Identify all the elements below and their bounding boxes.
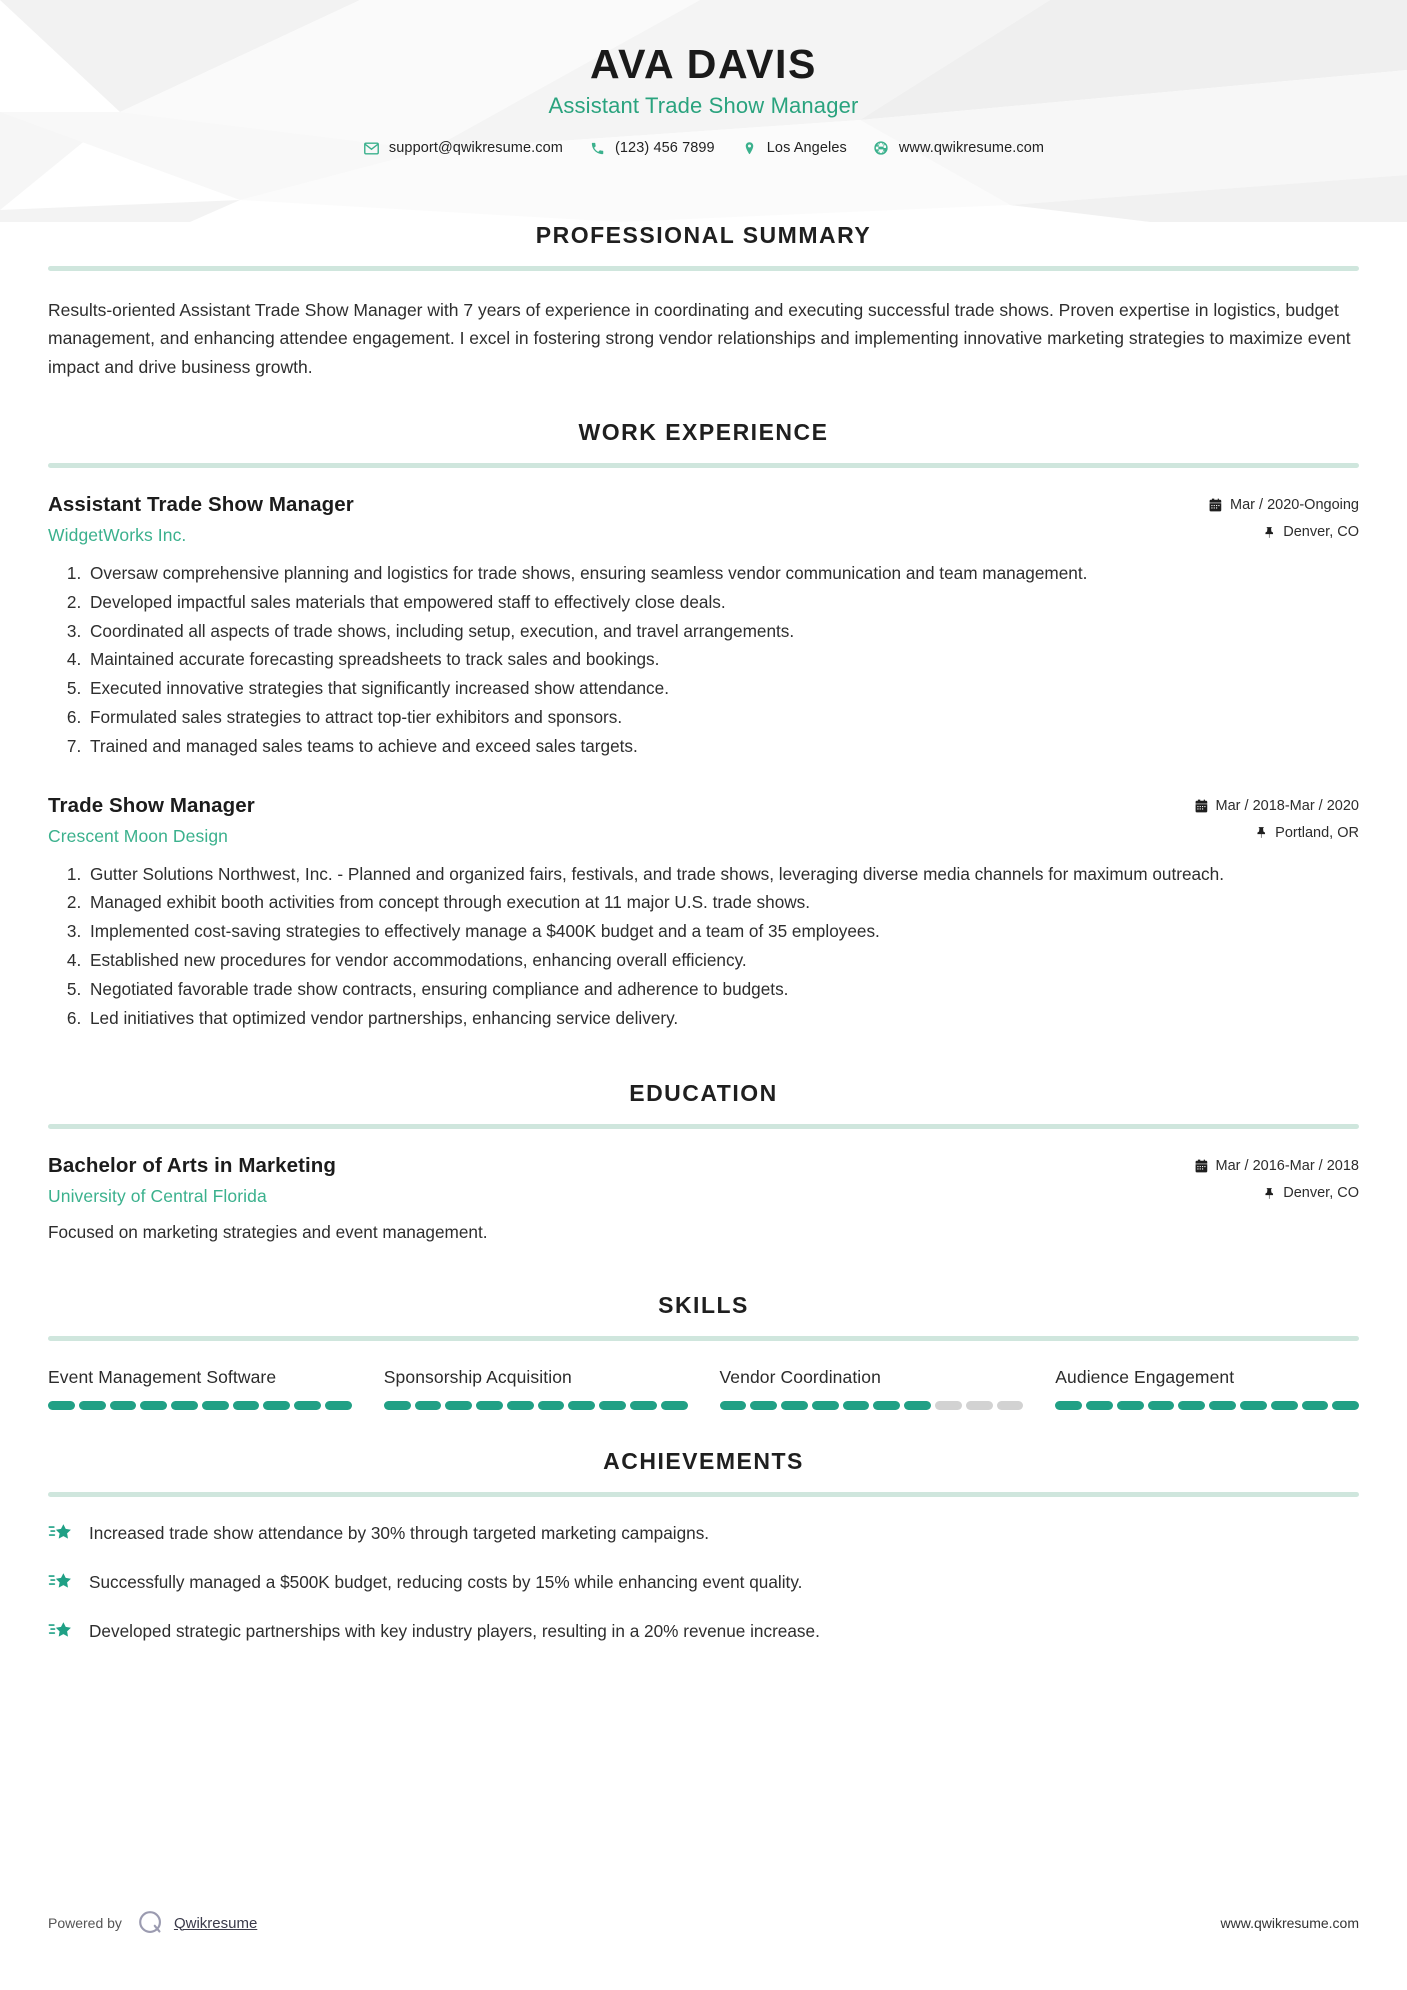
skill-segment	[599, 1401, 626, 1410]
skill-segment	[202, 1401, 229, 1410]
email-icon	[363, 140, 380, 157]
pushpin-icon	[1262, 525, 1276, 539]
work-entry	[48, 794, 1359, 1032]
section-education	[48, 1080, 1359, 1246]
achievement-text: Successfully managed a $500K budget, reducing costs by 15% while enhancing event quality.	[89, 1572, 803, 1593]
skill-label: Vendor Coordination	[719, 1367, 881, 1388]
section-divider	[48, 463, 1359, 468]
achievement-text: Increased trade show attendance by 30% through targeted marketing campaigns.	[89, 1523, 710, 1544]
list-item: 3. Implemented cost-saving strategies to effectively manage a $400K budget and a team of 35 employees.	[86, 919, 1359, 945]
skill-segment	[1086, 1401, 1113, 1410]
achievement-item	[48, 1521, 1359, 1546]
education-date	[1195, 1158, 1359, 1174]
section-heading-skills: SKILLS	[658, 1292, 749, 1319]
education-entry-header	[48, 1154, 1359, 1207]
contact-phone-text: (123) 456 7899	[614, 140, 715, 157]
section-divider	[48, 1336, 1359, 1341]
skill-rating-bar	[720, 1401, 1024, 1410]
skill-segment	[843, 1401, 870, 1410]
skill-segment	[48, 1401, 75, 1410]
section-professional-summary	[48, 222, 1359, 381]
contact-location	[741, 140, 847, 157]
footer-branding	[48, 1908, 257, 1938]
list-item: 2. Developed impactful sales materials that empowered staff to effectively close deals.	[86, 590, 1359, 616]
work-entry-date-text: Mar / 2020-Ongoing	[1230, 497, 1359, 514]
list-item: 1. Gutter Solutions Northwest, Inc. - Planned and organized fairs, festivals, and trade shows, leveraging diverse media channels for maximum outreach.	[86, 862, 1359, 888]
section-divider	[48, 1124, 1359, 1129]
skill-segment	[415, 1401, 442, 1410]
list-item: 4. Established new procedures for vendor accommodations, enhancing overall efficiency.	[86, 948, 1359, 974]
list-item: 4. Maintained accurate forecasting spreadsheets to track sales and bookings.	[86, 647, 1359, 673]
list-item: 7. Trained and managed sales teams to achieve and exceed sales targets.	[86, 734, 1359, 760]
skill-segment	[904, 1401, 931, 1410]
section-work-experience	[48, 419, 1359, 1031]
phone-icon	[589, 140, 606, 157]
skill-item	[384, 1367, 688, 1410]
skill-item	[1055, 1367, 1359, 1410]
achievement-text: Developed strategic partnerships with key industry players, resulting in a 20% revenue increase.	[89, 1621, 820, 1642]
work-entry-company: Crescent Moon Design	[48, 825, 228, 846]
pushpin-icon	[1262, 1186, 1276, 1200]
achievement-item	[48, 1570, 1359, 1595]
section-heading-work: WORK EXPERIENCE	[578, 419, 829, 446]
skill-segment	[935, 1401, 962, 1410]
skill-segment	[630, 1401, 657, 1410]
shooting-star-icon	[48, 1617, 74, 1643]
education-institution: University of Central Florida	[48, 1186, 267, 1207]
education-date-text: Mar / 2016-Mar / 2018	[1215, 1158, 1359, 1175]
section-heading-achievements: ACHIEVEMENTS	[603, 1448, 804, 1475]
section-divider	[48, 266, 1359, 271]
skill-rating-bar	[384, 1401, 688, 1410]
work-entry-company: WidgetWorks Inc.	[48, 525, 187, 546]
resume-header	[0, 0, 1407, 222]
skill-segment	[1240, 1401, 1267, 1410]
section-achievements	[48, 1448, 1359, 1644]
skill-segment	[110, 1401, 137, 1410]
section-heading-summary: PROFESSIONAL SUMMARY	[535, 222, 872, 248]
list-item: 6. Formulated sales strategies to attract top-tier exhibitors and sponsors.	[86, 705, 1359, 731]
skills-grid	[48, 1367, 1359, 1410]
skill-segment	[568, 1401, 595, 1410]
list-item: 2. Managed exhibit booth activities from concept through execution at 11 major U.S. trade shows.	[86, 890, 1359, 916]
skill-segment	[79, 1401, 106, 1410]
contact-email[interactable]	[363, 140, 563, 157]
work-entry-date	[1209, 497, 1359, 513]
skill-segment	[294, 1401, 321, 1410]
page-footer	[48, 1908, 1359, 1938]
skill-segment	[1055, 1401, 1082, 1410]
page-title: AVA DAVIS	[589, 41, 817, 87]
skill-segment	[507, 1401, 534, 1410]
globe-icon	[873, 140, 890, 157]
skill-segment	[171, 1401, 198, 1410]
skill-segment	[1117, 1401, 1144, 1410]
skill-segment	[781, 1401, 808, 1410]
list-item: 5. Negotiated favorable trade show contracts, ensuring compliance and adherence to budgets.	[86, 977, 1359, 1003]
skill-segment	[966, 1401, 993, 1410]
skill-segment	[1302, 1401, 1329, 1410]
work-entry-location	[1195, 825, 1359, 841]
list-item: 6. Led initiatives that optimized vendor partnerships, enhancing service delivery.	[86, 1006, 1359, 1032]
work-entry-header	[48, 493, 1359, 546]
pushpin-icon	[1254, 826, 1268, 840]
work-entry-date	[1195, 798, 1359, 814]
footer-brand-link[interactable]: Qwikresume	[173, 1914, 258, 1932]
work-entry-bullets	[48, 561, 1359, 760]
summary-text: Results-oriented Assistant Trade Show Manager with 7 years of experience in coordinating and executing successful trade shows. Proven expertise in logistics, budget management, and enhancing attendee engagement. I excel in fostering strong vendor relationships and implementing innovative marketing strategies to maximize event impact and drive business growth.	[48, 300, 1351, 377]
skill-segment	[325, 1401, 352, 1410]
skill-segment	[140, 1401, 167, 1410]
job-title-subtitle: Assistant Trade Show Manager	[548, 92, 859, 118]
skill-label: Audience Engagement	[1055, 1367, 1235, 1388]
calendar-icon	[1209, 498, 1223, 512]
footer-powered-by-label: Powered by	[48, 1915, 122, 1931]
skill-segment	[997, 1401, 1024, 1410]
achievement-item	[48, 1619, 1359, 1644]
contact-website[interactable]	[873, 140, 1044, 157]
skill-segment	[384, 1401, 411, 1410]
section-heading-education: EDUCATION	[629, 1080, 778, 1107]
footer-website: www.qwikresume.com	[1220, 1915, 1359, 1931]
contact-email-text: support@qwikresume.com	[388, 140, 563, 157]
education-degree: Bachelor of Arts in Marketing	[48, 1154, 337, 1178]
skill-segment	[233, 1401, 260, 1410]
skill-rating-bar	[1055, 1401, 1359, 1410]
skill-segment	[1332, 1401, 1359, 1410]
shooting-star-icon	[48, 1519, 74, 1545]
shooting-star-icon	[48, 1568, 74, 1594]
work-entry-bullets	[48, 862, 1359, 1032]
work-entry-title: Trade Show Manager	[48, 793, 255, 817]
skill-item	[720, 1367, 1024, 1410]
skill-segment	[750, 1401, 777, 1410]
skill-segment	[1271, 1401, 1298, 1410]
work-entry-location-text: Portland, OR	[1275, 824, 1359, 841]
education-location	[1195, 1185, 1359, 1201]
skill-rating-bar	[48, 1401, 352, 1410]
skill-segment	[873, 1401, 900, 1410]
skill-segment	[263, 1401, 290, 1410]
achievements-list	[48, 1521, 1359, 1644]
contact-row	[0, 140, 1407, 157]
skill-segment	[1148, 1401, 1175, 1410]
work-entry-location-text: Denver, CO	[1283, 524, 1359, 541]
skill-item	[48, 1367, 352, 1410]
work-entry	[48, 493, 1359, 760]
education-entry	[48, 1154, 1359, 1246]
skill-segment	[445, 1401, 472, 1410]
list-item: 5. Executed innovative strategies that significantly increased show attendance.	[86, 676, 1359, 702]
work-entry-title: Assistant Trade Show Manager	[48, 493, 354, 517]
education-description: Focused on marketing strategies and event management.	[48, 1222, 488, 1243]
section-divider	[48, 1492, 1359, 1497]
list-item: 3. Coordinated all aspects of trade shows, including setup, execution, and travel arrangements.	[86, 619, 1359, 645]
work-entry-date-text: Mar / 2018-Mar / 2020	[1215, 797, 1359, 814]
qwikresume-logo-icon	[136, 1908, 166, 1938]
skill-segment	[812, 1401, 839, 1410]
work-entry-location	[1209, 524, 1359, 540]
contact-website-text: www.qwikresume.com	[898, 140, 1045, 157]
skill-label: Sponsorship Acquisition	[383, 1367, 572, 1388]
section-skills	[48, 1292, 1359, 1410]
skill-segment	[538, 1401, 565, 1410]
list-item: 1. Oversaw comprehensive planning and logistics for trade shows, ensuring seamless vendor communication and team management.	[86, 561, 1359, 587]
skill-label: Event Management Software	[48, 1367, 277, 1388]
contact-phone[interactable]	[589, 140, 715, 157]
calendar-icon	[1195, 799, 1209, 813]
skill-segment	[1209, 1401, 1236, 1410]
skill-segment	[720, 1401, 747, 1410]
contact-location-text: Los Angeles	[766, 140, 847, 157]
skill-segment	[661, 1401, 688, 1410]
skill-segment	[1178, 1401, 1205, 1410]
location-pin-icon	[741, 140, 758, 157]
calendar-icon	[1195, 1159, 1209, 1173]
skill-segment	[476, 1401, 503, 1410]
education-location-text: Denver, CO	[1283, 1185, 1359, 1202]
work-entry-header	[48, 794, 1359, 847]
